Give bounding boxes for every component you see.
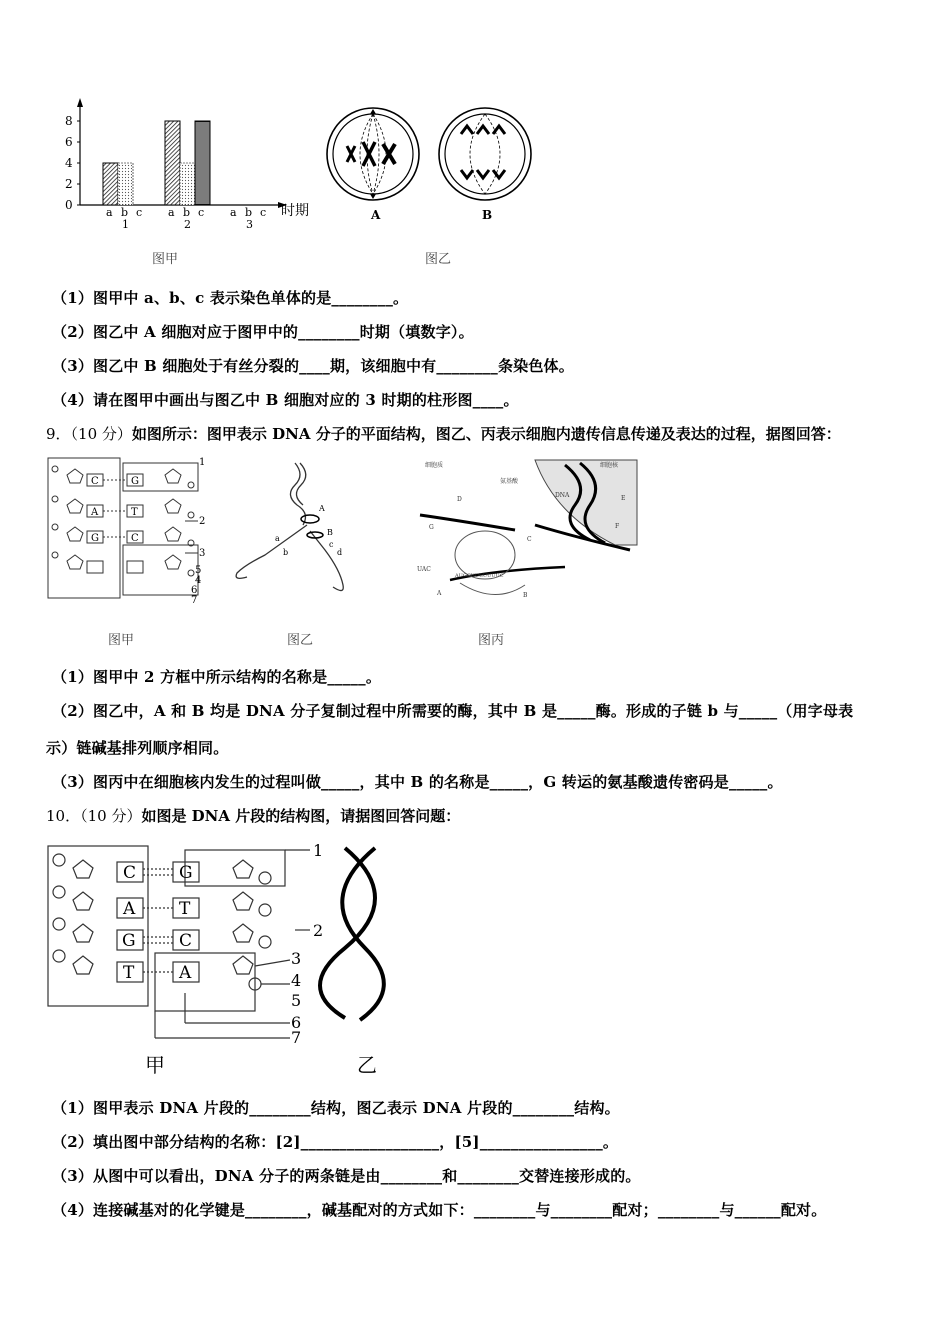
y-tick-labels bbox=[65, 114, 80, 212]
q9-item-2: （2）图乙中，A 和 B 均是 DNA 分子复制过程中所需要的酶，其中 B 是_____酶。形成的子链 b 与_____（用字母表 bbox=[52, 702, 854, 720]
bar-chart-jia bbox=[55, 95, 325, 235]
caption-jia-top: 图甲 bbox=[152, 252, 179, 267]
x-tick-labels bbox=[106, 206, 266, 231]
q9-yi-label: d bbox=[337, 548, 343, 557]
q9-jia-base: A bbox=[91, 507, 99, 518]
q10-item-1: （1）图甲表示 DNA 片段的________结构，图乙表示 DNA 片段的________结构。 bbox=[52, 1099, 620, 1117]
q9-bing-label: C bbox=[527, 536, 532, 543]
q10-number: 10． bbox=[46, 807, 81, 825]
q9-bing-label: D bbox=[457, 496, 462, 503]
q9-jia-number: 1 bbox=[199, 457, 205, 468]
x-letter-label: c bbox=[260, 206, 267, 219]
q9-yi-label: B bbox=[327, 528, 333, 537]
cell-label-b: B bbox=[482, 208, 493, 222]
x-letter-label: c bbox=[136, 206, 143, 219]
q8-item-3: （3）图乙中 B 细胞处于有丝分裂的____期，该细胞中有________条染色体。 bbox=[52, 357, 574, 375]
q9-bing-label: 细胞核 bbox=[600, 462, 619, 469]
q10-base: C bbox=[179, 931, 193, 951]
q9-jia-base: T bbox=[131, 507, 138, 518]
y-tick-label: 2 bbox=[65, 177, 73, 191]
q8-item-2: （2）图乙中 A 细胞对应于图甲中的________时期（填数字）。 bbox=[52, 323, 474, 341]
q10-item-2: （2）填出图中部分结构的名称：[2]__________________，[5]________________。 bbox=[52, 1133, 619, 1151]
q9-bing-label: E bbox=[621, 495, 626, 502]
q9-caption-yi: 图乙 bbox=[287, 633, 314, 648]
bar-c-2 bbox=[195, 121, 210, 205]
q9-yi-label: a bbox=[275, 534, 280, 543]
q9-jia-number: 6 bbox=[191, 585, 198, 596]
x-axis-label: 时期 bbox=[281, 203, 309, 219]
q10-number-label: 4 bbox=[291, 971, 302, 990]
x-letter-label: a bbox=[106, 206, 113, 219]
q10-item-3: （3）从图中可以看出，DNA 分子的两条链是由________和________交替连接形成的。 bbox=[52, 1167, 641, 1185]
q9-score: （10 分） bbox=[70, 425, 132, 443]
q10-base: A bbox=[179, 963, 192, 983]
q10-base: G bbox=[122, 931, 136, 951]
bar-b-2 bbox=[180, 163, 195, 205]
y-axis-arrow bbox=[77, 98, 83, 107]
q9-bing-label: UAC bbox=[417, 566, 431, 573]
x-letter-label: b bbox=[121, 206, 129, 219]
q9-caption-jia: 图甲 bbox=[108, 633, 135, 648]
q10-stem: 如图是 DNA 片段的结构图，请据图回答问题： bbox=[141, 807, 461, 825]
q9-caption-bing: 图丙 bbox=[478, 633, 505, 648]
x-group-label: 2 bbox=[184, 218, 191, 231]
q9-jia-base: G bbox=[91, 533, 99, 544]
y-tick-label: 6 bbox=[65, 135, 73, 149]
q10-caption-jia: 甲 bbox=[145, 1053, 165, 1077]
q9-jia-base: C bbox=[91, 476, 99, 487]
q9-bing-label: 氨基酸 bbox=[500, 478, 519, 485]
q9-item-1: （1）图甲中 2 方框中所示结构的名称是_____。 bbox=[52, 668, 382, 686]
bar-b-1 bbox=[118, 163, 133, 205]
q9-figure-bing bbox=[415, 455, 640, 605]
q9-figure-jia bbox=[45, 455, 205, 605]
q9-bing-label: F bbox=[615, 523, 620, 530]
q9-jia-base: G bbox=[131, 476, 139, 487]
caption-yi-top: 图乙 bbox=[425, 252, 452, 267]
q9-jia-number: 4 bbox=[195, 575, 202, 586]
cell-label-a: A bbox=[371, 208, 381, 222]
q9-jia-number: 3 bbox=[199, 548, 205, 559]
q10-base: G bbox=[179, 863, 193, 883]
q10-number-label: 2 bbox=[313, 921, 324, 940]
q10-number-label: 3 bbox=[291, 949, 302, 968]
q10-base: T bbox=[123, 963, 135, 983]
y-tick-label: 0 bbox=[65, 198, 73, 212]
y-tick-label: 8 bbox=[65, 114, 73, 128]
q9-number: 9． bbox=[46, 425, 71, 443]
cell-a bbox=[327, 108, 419, 200]
q10-caption-yi: 乙 bbox=[357, 1053, 377, 1077]
q10-number-label: 1 bbox=[313, 841, 324, 860]
q9-stem: 如图所示：图甲表示 DNA 分子的平面结构，图乙、丙表示细胞内遗传信息传递及表达的过程，据图回答： bbox=[131, 425, 841, 443]
q9-stem-line bbox=[46, 423, 841, 444]
q9-jia-number: 2 bbox=[199, 516, 205, 527]
x-letter-label: a bbox=[168, 206, 175, 219]
q10-figure bbox=[45, 838, 415, 1078]
bar-a-1 bbox=[103, 163, 118, 205]
q9-bing-label: AUGCUUCUUUUC bbox=[455, 573, 504, 579]
q9-jia-base: C bbox=[131, 533, 139, 544]
q9-bing-label: B bbox=[523, 592, 528, 599]
q10-base: C bbox=[123, 863, 137, 883]
q8-item-1: （1）图甲中 a、b、c 表示染色单体的是________。 bbox=[52, 289, 409, 307]
q10-number-label: 7 bbox=[291, 1028, 302, 1047]
x-group-label: 1 bbox=[122, 218, 129, 231]
q9-item-3: （3）图丙中在细胞核内发生的过程叫做_____，其中 B 的名称是_____，G 转运的氨基酸遗传密码是_____。 bbox=[52, 773, 783, 791]
q9-bing-label: DNA bbox=[555, 492, 570, 499]
bars bbox=[103, 121, 210, 205]
x-letter-label: c bbox=[198, 206, 205, 219]
q10-base: T bbox=[179, 899, 191, 919]
q9-figure-yi bbox=[225, 455, 385, 605]
q9-yi-label: c bbox=[329, 540, 334, 549]
x-letter-label: a bbox=[230, 206, 237, 219]
q9-bing-label: A bbox=[437, 590, 442, 597]
q10-base: A bbox=[123, 899, 136, 919]
q9-jia-number: 5 bbox=[195, 565, 202, 576]
q9-bing-label: G bbox=[429, 524, 434, 531]
x-group-label: 3 bbox=[246, 218, 253, 231]
q10-item-4: （4）连接碱基对的化学键是________，碱基配对的方式如下：________与________配对；________与______配对。 bbox=[52, 1201, 827, 1219]
q9-yi-label: A bbox=[319, 504, 325, 513]
q10-number-label: 6 bbox=[291, 1013, 302, 1032]
cell-figure-yi bbox=[325, 100, 555, 230]
q9-yi-label: b bbox=[283, 548, 289, 557]
q9-bing-label: 细胞质 bbox=[425, 462, 444, 469]
q8-item-4: （4）请在图甲中画出与图乙中 B 细胞对应的 3 时期的柱形图____。 bbox=[52, 391, 519, 409]
q9-jia-number: 7 bbox=[191, 595, 198, 605]
x-letter-label: b bbox=[245, 206, 253, 219]
q10-number-label: 5 bbox=[291, 991, 302, 1010]
q10-stem-line bbox=[46, 805, 460, 826]
y-tick-label: 4 bbox=[65, 156, 73, 170]
bar-a-2 bbox=[165, 121, 180, 205]
q9-item-2-cont: 示）链碱基排列顺序相同。 bbox=[46, 739, 229, 757]
cell-b bbox=[439, 108, 531, 200]
q10-score: （10 分） bbox=[80, 807, 142, 825]
x-letter-label: b bbox=[183, 206, 191, 219]
